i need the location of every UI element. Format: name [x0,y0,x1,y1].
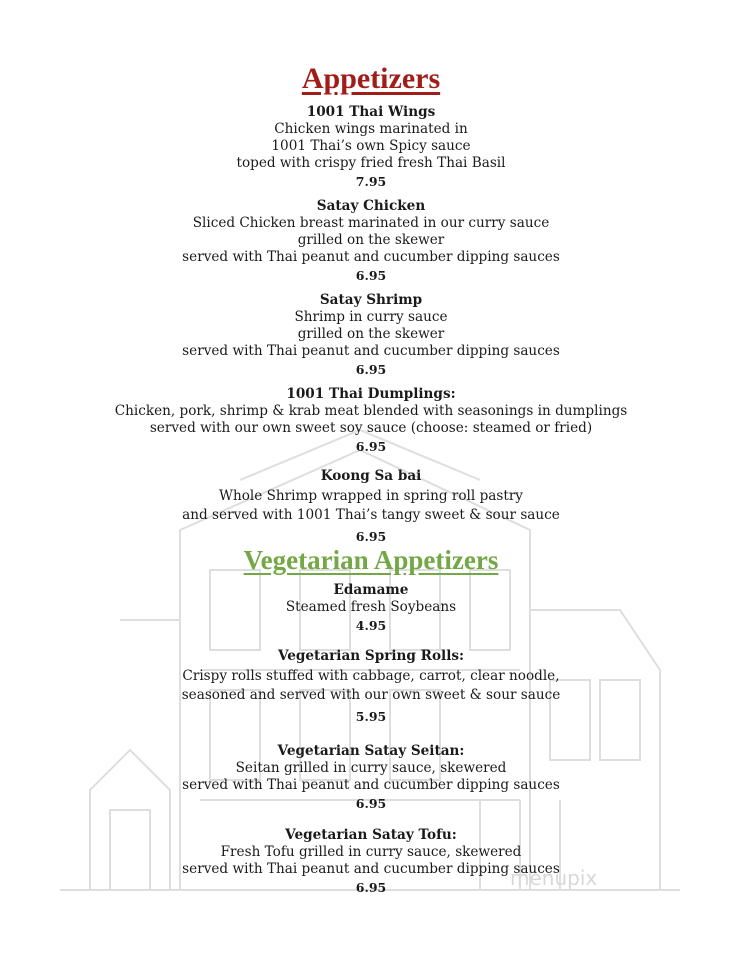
item-price: 5.95 [355,708,387,724]
item-description-line: Fresh Tofu grilled in curry sauce, skewered [220,844,522,860]
menupix-watermark: menupix [510,866,598,890]
item-name: Vegetarian Satay Seitan: [277,743,465,759]
item-description-line: grilled on the skewer [297,326,445,342]
item-name: Koong Sa bai [320,468,422,484]
item-name: Satay Shrimp [319,292,423,308]
item-price: 6.95 [355,796,387,811]
menu-item [0,198,742,284]
item-price: 6.95 [355,439,387,454]
item-price: 6.95 [355,528,387,544]
item-description-line: grilled on the skewer [297,232,445,248]
item-name: Edamame [333,582,409,598]
item-price: 4.95 [355,618,387,633]
item-name: 1001 Thai Wings [306,104,436,120]
item-price: 6.95 [355,880,387,895]
item-description-line: seasoned and served with our own sweet & sour sauce [181,687,561,703]
item-name: 1001 Thai Dumplings: [286,386,456,402]
item-name: Vegetarian Spring Rolls: [277,648,465,664]
menu-item [0,292,742,378]
item-description-line: Shrimp in curry sauce [294,309,448,325]
item-price: 7.95 [355,174,387,189]
item-price: 6.95 [355,268,387,283]
item-description-line: and served with 1001 Thai’s tangy sweet & sour sauce [182,507,560,523]
menu-item [0,467,742,546]
item-description-line: Chicken wings marinated in [274,121,468,137]
item-description-line: served with Thai peanut and cucumber dipping sauces [182,861,560,877]
menu-item [0,104,742,190]
item-description-line: Seitan grilled in curry sauce, skewered [235,760,507,776]
item-description-line: 1001 Thai’s own Spicy sauce [271,138,471,154]
item-description-line: served with our own sweet soy sauce (choose: steamed or fried) [149,420,593,436]
item-description-line: toped with crispy fried fresh Thai Basil [236,155,506,171]
menu-item [0,827,742,896]
appetizers-title: Appetizers [301,62,441,95]
menu-item [0,386,742,455]
item-description-line: Whole Shrimp wrapped in spring roll pastry [218,487,523,504]
item-description-line: served with Thai peanut and cucumber dipping sauces [182,343,560,359]
item-description-line: served with Thai peanut and cucumber dipping sauces [182,249,560,265]
item-price: 6.95 [355,362,387,377]
item-name: Satay Chicken [316,198,426,214]
menu-item [0,582,742,634]
item-description-line: Crispy rolls stuffed with cabbage, carrot, clear noodle, [182,667,560,684]
item-description-line: Sliced Chicken breast marinated in our curry sauce [192,215,550,231]
item-description-line: served with Thai peanut and cucumber dipping sauces [182,777,560,793]
item-description-line: Steamed fresh Soybeans [285,599,457,615]
menu-item [0,743,742,812]
item-name: Vegetarian Satay Tofu: [285,827,457,843]
item-description-line: Chicken, pork, shrimp & krab meat blended with seasonings in dumplings [114,403,628,419]
vegetarian-appetizers-title: Vegetarian Appetizers [243,545,499,575]
menu-item [0,647,742,726]
